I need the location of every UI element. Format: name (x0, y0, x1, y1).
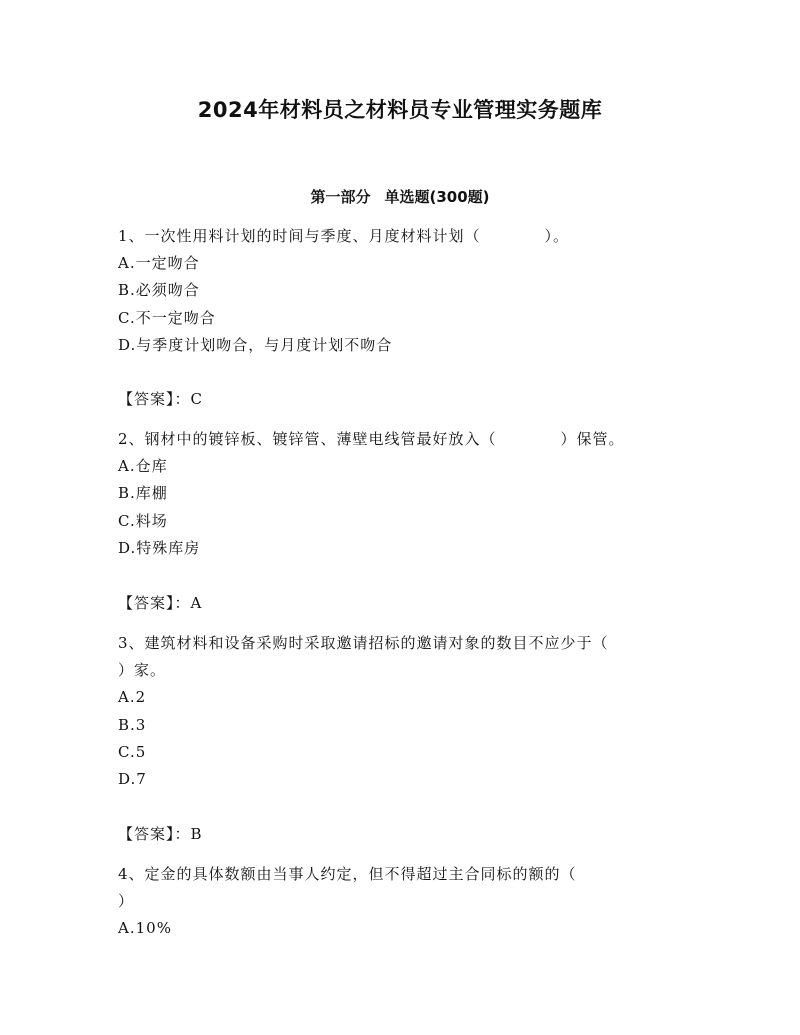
section-subtitle: 单选题(300题) (384, 188, 490, 206)
document-title: 2024年材料员之材料员专业管理实务题库 (197, 98, 603, 122)
question-stem: 1、一次性用料计划的时间与季度、月度材料计划（ ）。 (118, 227, 570, 245)
question-option: A.10% (118, 919, 172, 937)
question-stem: 2、钢材中的镀锌板、镀锌管、薄壁电线管最好放入（ ）保管。 (118, 430, 625, 448)
question-option: B.3 (118, 716, 147, 734)
question-option: A.一定吻合 (118, 254, 200, 272)
question-option: C.不一定吻合 (118, 309, 216, 327)
question-option: B.必须吻合 (118, 281, 200, 299)
question-option: D.7 (118, 770, 147, 788)
question-option: A.2 (118, 688, 147, 706)
answer-label: 【答案】：C (118, 390, 203, 408)
question-stem-continued: ） (118, 892, 135, 910)
answer-label: 【答案】：A (118, 594, 203, 612)
question-option: D.特殊库房 (118, 539, 201, 557)
question-stem-continued: ）家。 (118, 661, 167, 679)
question-stem: 3、建筑材料和设备采购时采取邀请招标的邀请对象的数目不应少于（ (118, 634, 609, 652)
question-option: B.库棚 (118, 484, 168, 502)
section-name: 第一部分 (310, 188, 371, 206)
question-option: C.5 (118, 743, 147, 761)
question-option: D.与季度计划吻合，与月度计划不吻合 (118, 336, 393, 354)
question-stem: 4、定金的具体数额由当事人约定，但不得超过主合同标的额的（ (118, 865, 577, 883)
question-option: A.仓库 (118, 457, 168, 475)
section-title (0, 186, 800, 207)
question-option: C.料场 (118, 512, 168, 530)
answer-label: 【答案】：B (118, 825, 203, 843)
